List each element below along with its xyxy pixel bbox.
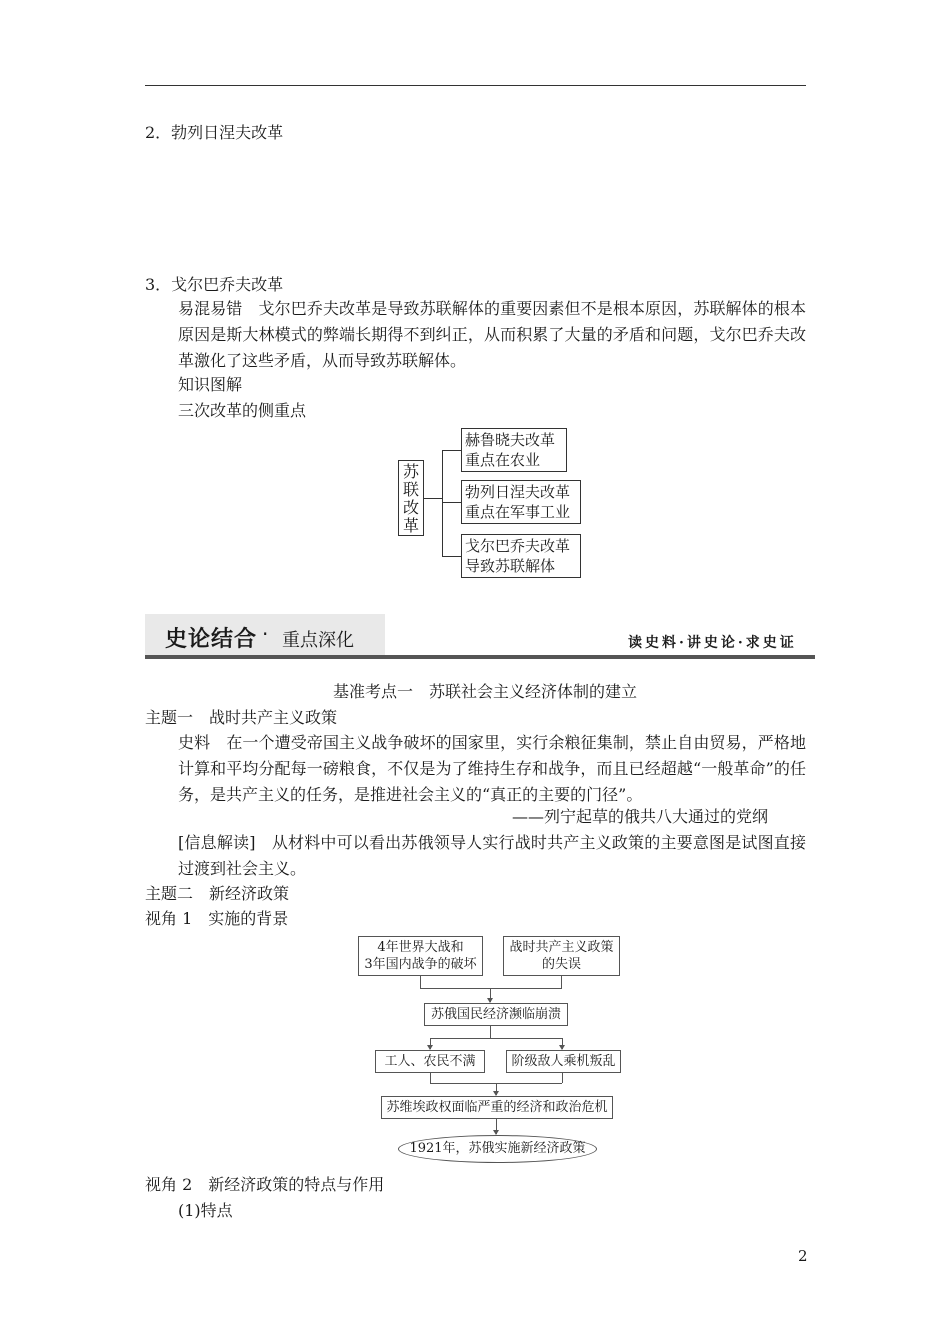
arrow-down-icon: [490, 988, 491, 1002]
diagram-title: 三次改革的侧重点: [178, 401, 307, 420]
flow-text: 苏俄国民经济濒临崩溃: [430, 1007, 561, 1022]
flow-oval-nep: [398, 1135, 597, 1163]
misc-label: 易混易错: [178, 299, 243, 318]
item-title: 戈尔巴乔夫改革: [465, 537, 571, 555]
info-label: [信息解读]: [178, 833, 256, 852]
diagram-item-gorbachev: [461, 534, 581, 578]
item-note: 导致苏联解体: [465, 557, 556, 575]
connector: [430, 1073, 431, 1083]
connector: [562, 1073, 563, 1083]
arrow-down-icon: [430, 1038, 431, 1049]
exam-point-heading: 基准考点一 苏联社会主义经济体制的建立: [333, 682, 638, 701]
flow-text: 的失误: [541, 957, 581, 972]
banner-subtitle: 重点深化: [282, 630, 354, 651]
connector: [442, 556, 461, 557]
flow-box-crisis: [381, 1096, 613, 1119]
flow-box-war-damage: [358, 936, 483, 976]
banner-title: 史论结合: [165, 627, 258, 652]
diagram-item-khrushchev: [461, 428, 567, 472]
banner-dot: ·: [262, 622, 269, 646]
theme-2-heading: 主题二 新经济政策: [145, 884, 290, 903]
source-text: 在一个遭受帝国主义战争破坏的国家里，实行余粮征集制，禁止自由贸易，严格地计算和平均分配每一磅粮食，不仅是为了维持生存和战争，而且已经超越“一般革命”的任务，是共产主义的任务，是推进社会主义的“真正的主要的门径”。: [178, 733, 806, 804]
item-note: 重点在军事工业: [465, 503, 571, 521]
section-2-heading: 2．勃列日涅夫改革: [145, 123, 284, 142]
connector: [442, 502, 461, 503]
flow-text: 阶级敌人乘机叛乱: [511, 1054, 616, 1069]
flow-box-economy-collapse: [424, 1003, 568, 1026]
item-title: 赫鲁晓夫改革: [465, 431, 556, 449]
connector: [442, 450, 461, 451]
misc-text: 戈尔巴乔夫改革是导致苏联解体的重要因素但不是根本原因，苏联解体的根本原因是斯大林模式的弊端长期得不到纠正，从而积累了大量的矛盾和问题，戈尔巴乔夫改革激化了这些矛盾，从而导致苏联解体。: [178, 299, 806, 370]
banner-slogan: 读史料·讲史论·求史证: [628, 635, 797, 651]
theme-1-heading: 主题一 战时共产主义政策: [145, 708, 338, 727]
source-citation: ——列宁起草的俄共八大通过的党纲: [512, 807, 769, 826]
arrow-down-icon: [562, 1038, 563, 1049]
arrow-down-icon: [496, 1083, 497, 1095]
info-paragraph: [178, 830, 806, 882]
arrow-down-icon: [496, 1119, 497, 1134]
item-title: 勃列日涅夫改革: [465, 483, 571, 501]
page-number: 2: [798, 1247, 808, 1265]
flow-box-rebellion: [506, 1050, 621, 1073]
flow-box-policy-mistake: [503, 936, 620, 976]
connector: [420, 988, 562, 989]
connector: [490, 1026, 491, 1038]
connector: [420, 976, 421, 988]
flow-box-workers-discontent: [375, 1050, 485, 1073]
connector: [561, 976, 562, 988]
diagram-root-label: 苏联改革: [403, 462, 420, 535]
section-3-heading: 3．戈尔巴乔夫改革: [145, 275, 284, 294]
connector: [424, 498, 442, 499]
source-label: 史料: [178, 733, 211, 752]
source-paragraph: [178, 730, 806, 808]
diagram-item-brezhnev: [461, 480, 581, 524]
misc-paragraph: [178, 296, 806, 374]
view-1-heading: 视角 1 实施的背景: [145, 909, 289, 928]
item-note: 重点在农业: [465, 451, 541, 469]
flow-text: 苏维埃政权面临严重的经济和政治危机: [386, 1100, 608, 1115]
banner-rule: [145, 655, 815, 659]
flow-text: 工人、农民不满: [384, 1054, 476, 1069]
flow-text: 战时共产主义政策: [509, 940, 614, 955]
info-text: 从材料中可以看出苏俄领导人实行战时共产主义政策的主要意图是试图直接过渡到社会主义。: [178, 833, 806, 878]
connector: [442, 450, 443, 556]
knowledge-label: 知识图解: [178, 375, 243, 394]
header-rule: [145, 85, 806, 86]
subheading-features: (1)特点: [178, 1201, 233, 1220]
flow-text: 3年国内战争的破坏: [364, 957, 477, 972]
flow-text: 1921年，苏俄实施新经济政策: [409, 1141, 586, 1156]
connector: [430, 1038, 562, 1039]
view-2-heading: 视角 2 新经济政策的特点与作用: [145, 1175, 385, 1194]
flow-text: 4年世界大战和: [377, 940, 464, 955]
diagram-root-box: [398, 460, 424, 536]
